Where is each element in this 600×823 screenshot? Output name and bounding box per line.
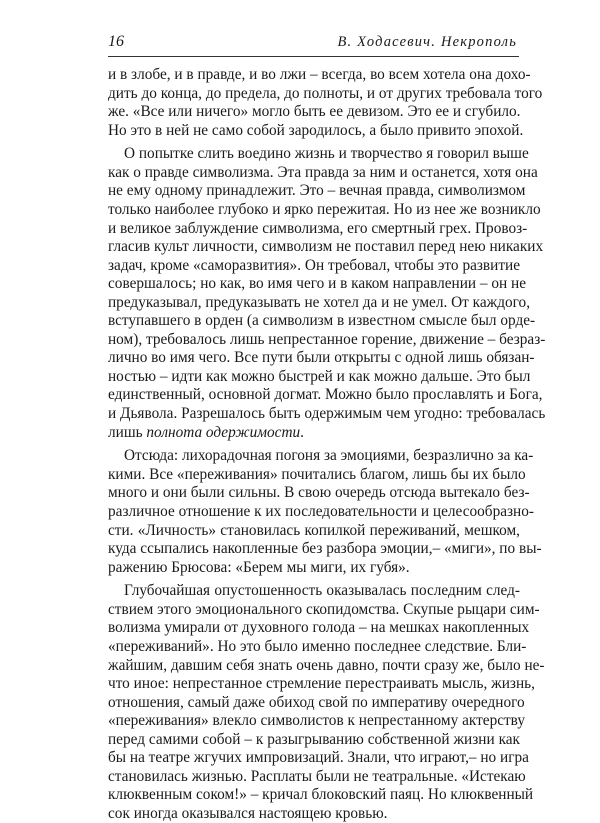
- text-line: Глубочайшая опустошенность оказывалась последним след-: [124, 582, 520, 600]
- text-line: Отсюда: лихорадочная погоня за эмоциями, безразлично за ка-: [124, 447, 534, 465]
- text-line: кими. Все «переживания» почитались благом, лишь бы их было: [108, 465, 526, 483]
- text-fragment: .: [300, 423, 304, 441]
- text-line: не ему одному принадлежит. Это – вечная правда, символизмом: [108, 182, 526, 200]
- text-line: совершалось; но как, во имя чего и в каком направлении – он не: [108, 275, 527, 293]
- text-line: и великое заблуждение символизма, его смертный грех. Провоз-: [108, 219, 528, 237]
- text-line: Но это в ней не само собой зародилось, а было привито эпохой.: [108, 121, 524, 139]
- text-line: как о правде символизма. Эта правда за ним и останется, хотя она: [108, 163, 538, 181]
- paragraph-1: [108, 66, 543, 140]
- text-line: единственный, основной догмат. Можно было прославлять и Бога,: [108, 386, 543, 404]
- text-line: задач, кроме «саморазвития». Он требовал, чтобы это развитие: [108, 256, 520, 274]
- text-line: «переживания» влекло символистов к непрестанному актерству: [108, 712, 526, 730]
- text-line: ражению Брюсова: «Берем мы миги, их губя».: [108, 558, 410, 576]
- paragraph-4: [108, 582, 545, 823]
- text-line: сок иногда оказывался настоящею кровью.: [108, 804, 388, 822]
- text-line: сти. «Личность» становилась копилкой переживаний, мешком,: [108, 521, 520, 539]
- text-line: отношения, самый даже обиход свой по императиву очередного: [108, 693, 525, 711]
- text-line: вступавшего в орден (а символизм в известном смысле был орде-: [108, 312, 536, 330]
- text-line: клюквенным соком!» – кричал блоковский паяц. Но клюквенный: [108, 786, 534, 804]
- text-line: «переживаний». Но это было именно последнее следствие. Бли-: [108, 637, 527, 655]
- text-line: что иное: непрестанное стремление перестраивать мысль, жизнь,: [108, 675, 535, 693]
- text-line: предуказывал, предуказывать не хотел да и не умел. От каждого,: [108, 293, 531, 311]
- text-line: становилась жизнью. Расплаты были не театральные. «Истекаю: [108, 767, 526, 785]
- text-line: и в злобе, и в правде, и во лжи – всегда, во всем хотела она дохо-: [108, 66, 531, 83]
- text-line: гласив культ личности, символизм не поставил перед нею никаких: [108, 238, 544, 256]
- running-head-title: В. Ходасевич. Некрополь: [337, 34, 517, 50]
- text-line: О попытке слить воедино жизнь и творчество я говорил выше: [124, 145, 529, 163]
- text-line: ствием этого эмоционального скопидомства. Скупые рыцари сим-: [108, 600, 540, 618]
- text-line: жайшим, давшим себя знать очень давно, почти сразу же, было не-: [108, 656, 545, 674]
- page-number: 16: [108, 33, 124, 50]
- text-line-with-emphasis: [108, 424, 520, 443]
- paragraph-2: [108, 145, 546, 442]
- text-line: только наиболее глубоко и ярко пережитая. Но из нее же возникло: [108, 201, 541, 219]
- text-line: бы на театре жгучих импровизаций. Знали, что играют,– но игра: [108, 749, 529, 767]
- text-line: же. «Все или ничего» могло быть ее девизом. Это ее и сгубило.: [108, 103, 521, 121]
- emphasized-phrase: полнота одержимости: [146, 423, 301, 441]
- text-line: лично во имя чего. Все пути были открыты с одной лишь обязан-: [108, 349, 535, 367]
- text-line: дить до конца, до предела, до полноты, и от других требовала того: [108, 84, 543, 102]
- text-line: ностью – идти как можно быстрей и как можно дальше. Это был: [108, 367, 531, 385]
- text-line: ном), требовалось лишь непрестанное горение, движение – безраз-: [108, 330, 546, 348]
- body-text: [108, 66, 546, 823]
- text-line: различное отношение к их последовательности и целесообразно-: [108, 502, 534, 520]
- text-line: и Дьявола. Разрешалось быть одержимым чем угодно: требовалась: [108, 405, 546, 423]
- running-header: [108, 30, 519, 57]
- text-line: перед самими собой – к разыгрыванию собственной жизни как: [108, 730, 520, 748]
- text-line: волизма умирали от духовного голода – на мешках накопленных: [108, 619, 530, 637]
- text-line: куда ссыпались накопленные без разбора эмоции,– «миги», по вы-: [108, 540, 542, 558]
- text-fragment: лишь: [108, 423, 147, 441]
- text-line: много и они были сильны. В свою очередь отсюда вытекало без-: [108, 484, 530, 502]
- paragraph-3: [108, 447, 542, 577]
